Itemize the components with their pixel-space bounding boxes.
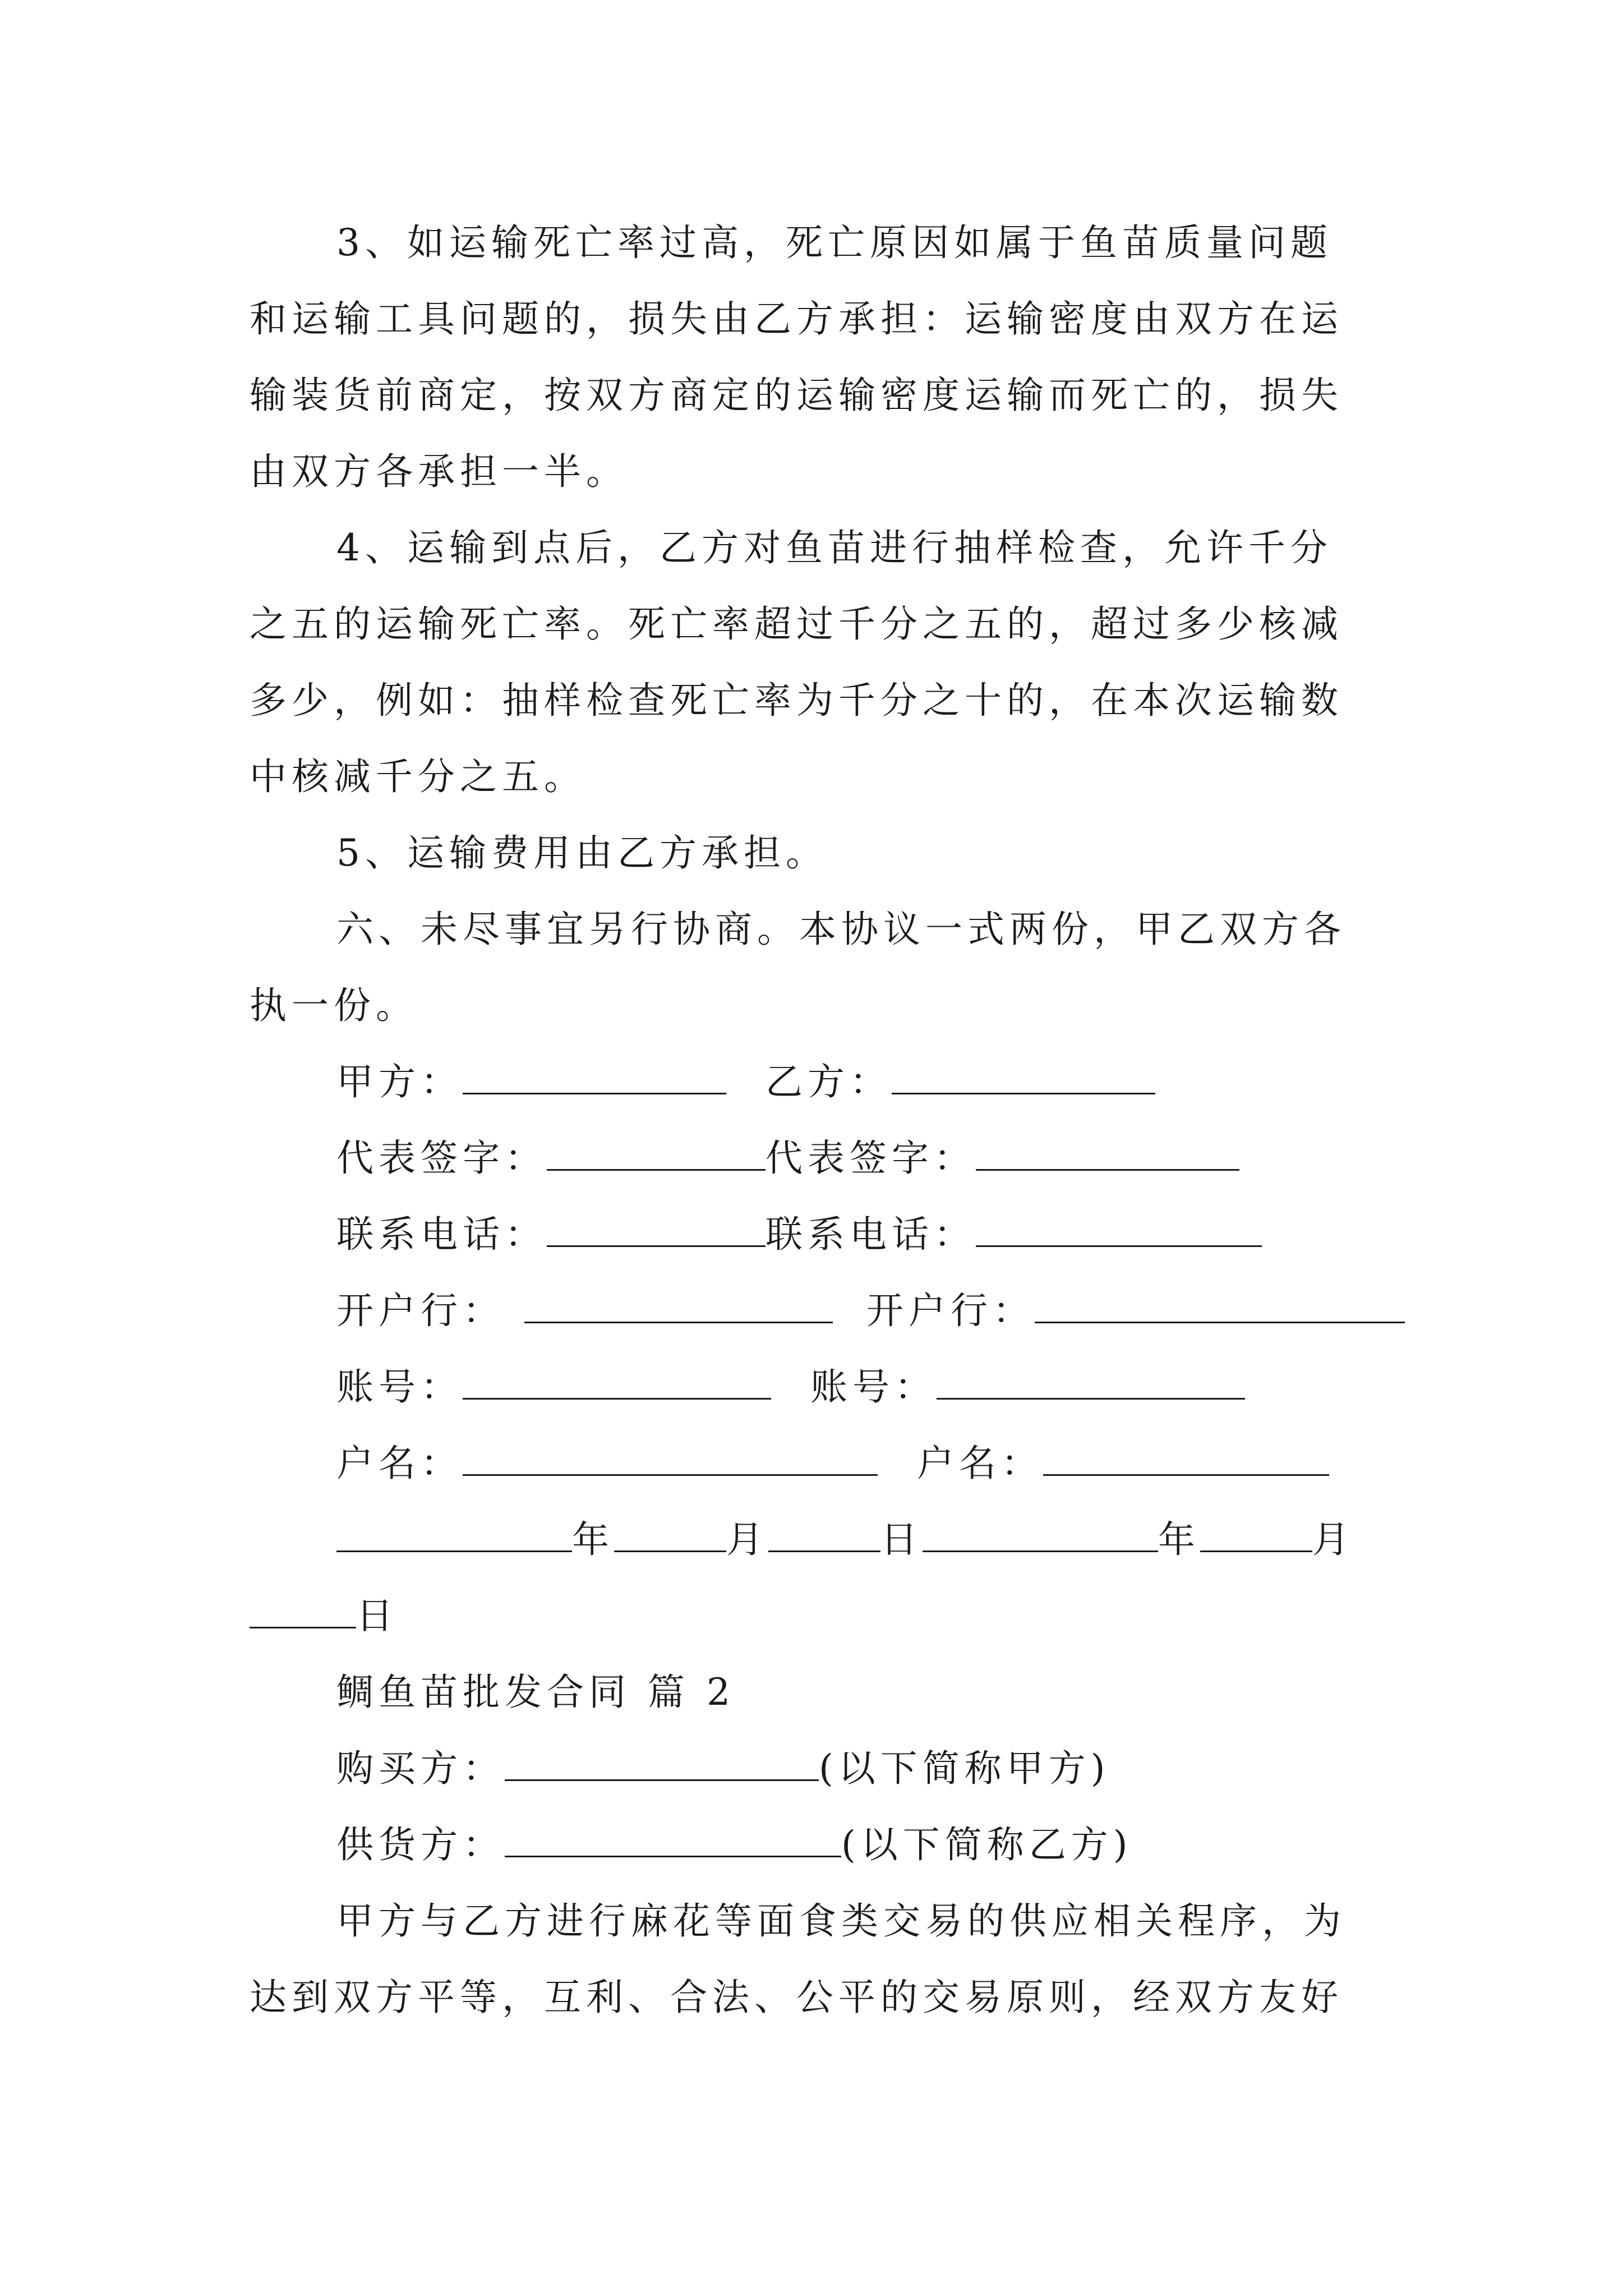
bank-row bbox=[336, 1286, 1405, 1336]
party-row bbox=[336, 1057, 1155, 1107]
phone-a-label: 联系电话： bbox=[336, 1213, 547, 1256]
party-b-label: 乙方： bbox=[765, 1060, 892, 1103]
phone-b-label: 联系电话： bbox=[766, 1213, 976, 1256]
month-a-label: 月 bbox=[726, 1518, 768, 1561]
rep-b-label: 代表签字： bbox=[766, 1137, 976, 1180]
buyer-label: 购买方： bbox=[336, 1747, 505, 1790]
account-b-label: 账号： bbox=[810, 1365, 937, 1409]
clause-6-line-2: 执一份。 bbox=[250, 984, 418, 1027]
clause-4-line-4: 中核减千分之五。 bbox=[250, 755, 586, 798]
rep-b-field[interactable] bbox=[976, 1138, 1239, 1171]
intro-line-2: 达到双方平等，互利、合法、公平的交易原则，经双方友好 bbox=[250, 1976, 1343, 2019]
buyer-suffix: (以下简称甲方) bbox=[819, 1747, 1110, 1790]
clause-3-line-2: 和运输工具问题的，损失由乙方承担：运输密度由双方在运 bbox=[250, 297, 1343, 341]
clause-4-line-1: 4、运输到点后，乙方对鱼苗进行抽样检查，允许千分 bbox=[336, 526, 1332, 569]
day-a-field[interactable] bbox=[768, 1519, 880, 1552]
party-a-field[interactable] bbox=[463, 1061, 726, 1094]
holder-b-field[interactable] bbox=[1043, 1443, 1329, 1476]
account-row bbox=[336, 1362, 1245, 1412]
holder-row bbox=[336, 1438, 1329, 1489]
year-a-label: 年 bbox=[572, 1518, 614, 1561]
supplier-row bbox=[336, 1820, 1133, 1870]
month-a-field[interactable] bbox=[614, 1519, 726, 1552]
date-row-continued bbox=[250, 1591, 398, 1641]
bank-a-label: 开户行： bbox=[336, 1289, 505, 1332]
account-a-field[interactable] bbox=[463, 1366, 771, 1400]
intro-line-1: 甲方与乙方进行麻花等面食类交易的供应相关程序，为 bbox=[336, 1899, 1346, 1943]
bank-b-field[interactable] bbox=[1035, 1290, 1405, 1323]
account-a-label: 账号： bbox=[336, 1365, 463, 1409]
clause-4-line-2: 之五的运输死亡率。死亡率超过千分之五的，超过多少核减 bbox=[250, 602, 1343, 646]
buyer-field[interactable] bbox=[505, 1748, 819, 1781]
section-2-title: 鲷鱼苗批发合同 篇 2 bbox=[336, 1671, 735, 1714]
clause-3-line-1: 3、如运输死亡率过高，死亡原因如属于鱼苗质量问题 bbox=[336, 221, 1332, 264]
supplier-field[interactable] bbox=[505, 1824, 841, 1857]
bank-a-field[interactable] bbox=[524, 1290, 833, 1323]
clause-3-line-3: 输装货前商定，按双方商定的运输密度运输而死亡的，损失 bbox=[250, 374, 1343, 417]
rep-a-label: 代表签字： bbox=[336, 1137, 547, 1180]
holder-a-label: 户名： bbox=[336, 1442, 463, 1485]
supplier-label: 供货方： bbox=[336, 1823, 505, 1866]
clause-5-line-1: 5、运输费用由乙方承担。 bbox=[336, 831, 828, 875]
account-b-field[interactable] bbox=[937, 1366, 1245, 1400]
date-row bbox=[336, 1515, 1354, 1565]
phone-a-field[interactable] bbox=[547, 1214, 766, 1247]
bank-b-label: 开户行： bbox=[866, 1289, 1035, 1332]
supplier-suffix: (以下简称乙方) bbox=[841, 1823, 1133, 1866]
day-b-label: 日 bbox=[356, 1594, 398, 1637]
year-b-field[interactable] bbox=[923, 1519, 1158, 1552]
buyer-row bbox=[336, 1743, 1110, 1794]
month-b-field[interactable] bbox=[1200, 1519, 1312, 1552]
phone-b-field[interactable] bbox=[976, 1214, 1262, 1247]
holder-b-label: 户名： bbox=[916, 1442, 1043, 1485]
phone-row bbox=[336, 1209, 1262, 1260]
day-a-label: 日 bbox=[880, 1518, 923, 1561]
year-a-field[interactable] bbox=[336, 1519, 572, 1552]
party-b-field[interactable] bbox=[892, 1061, 1155, 1094]
holder-a-field[interactable] bbox=[463, 1443, 878, 1476]
rep-a-field[interactable] bbox=[547, 1138, 766, 1171]
year-b-label: 年 bbox=[1158, 1518, 1200, 1561]
clause-6-line-1: 六、未尽事宜另行协商。本协议一式两份，甲乙双方各 bbox=[336, 908, 1346, 951]
day-b-field[interactable] bbox=[250, 1595, 356, 1628]
month-b-label: 月 bbox=[1312, 1518, 1354, 1561]
party-a-label: 甲方： bbox=[336, 1060, 463, 1103]
representative-row bbox=[336, 1133, 1239, 1184]
clause-3-line-4: 由双方各承担一半。 bbox=[250, 450, 628, 493]
clause-4-line-3: 多少，例如：抽样检查死亡率为千分之十的，在本次运输数 bbox=[250, 679, 1343, 722]
